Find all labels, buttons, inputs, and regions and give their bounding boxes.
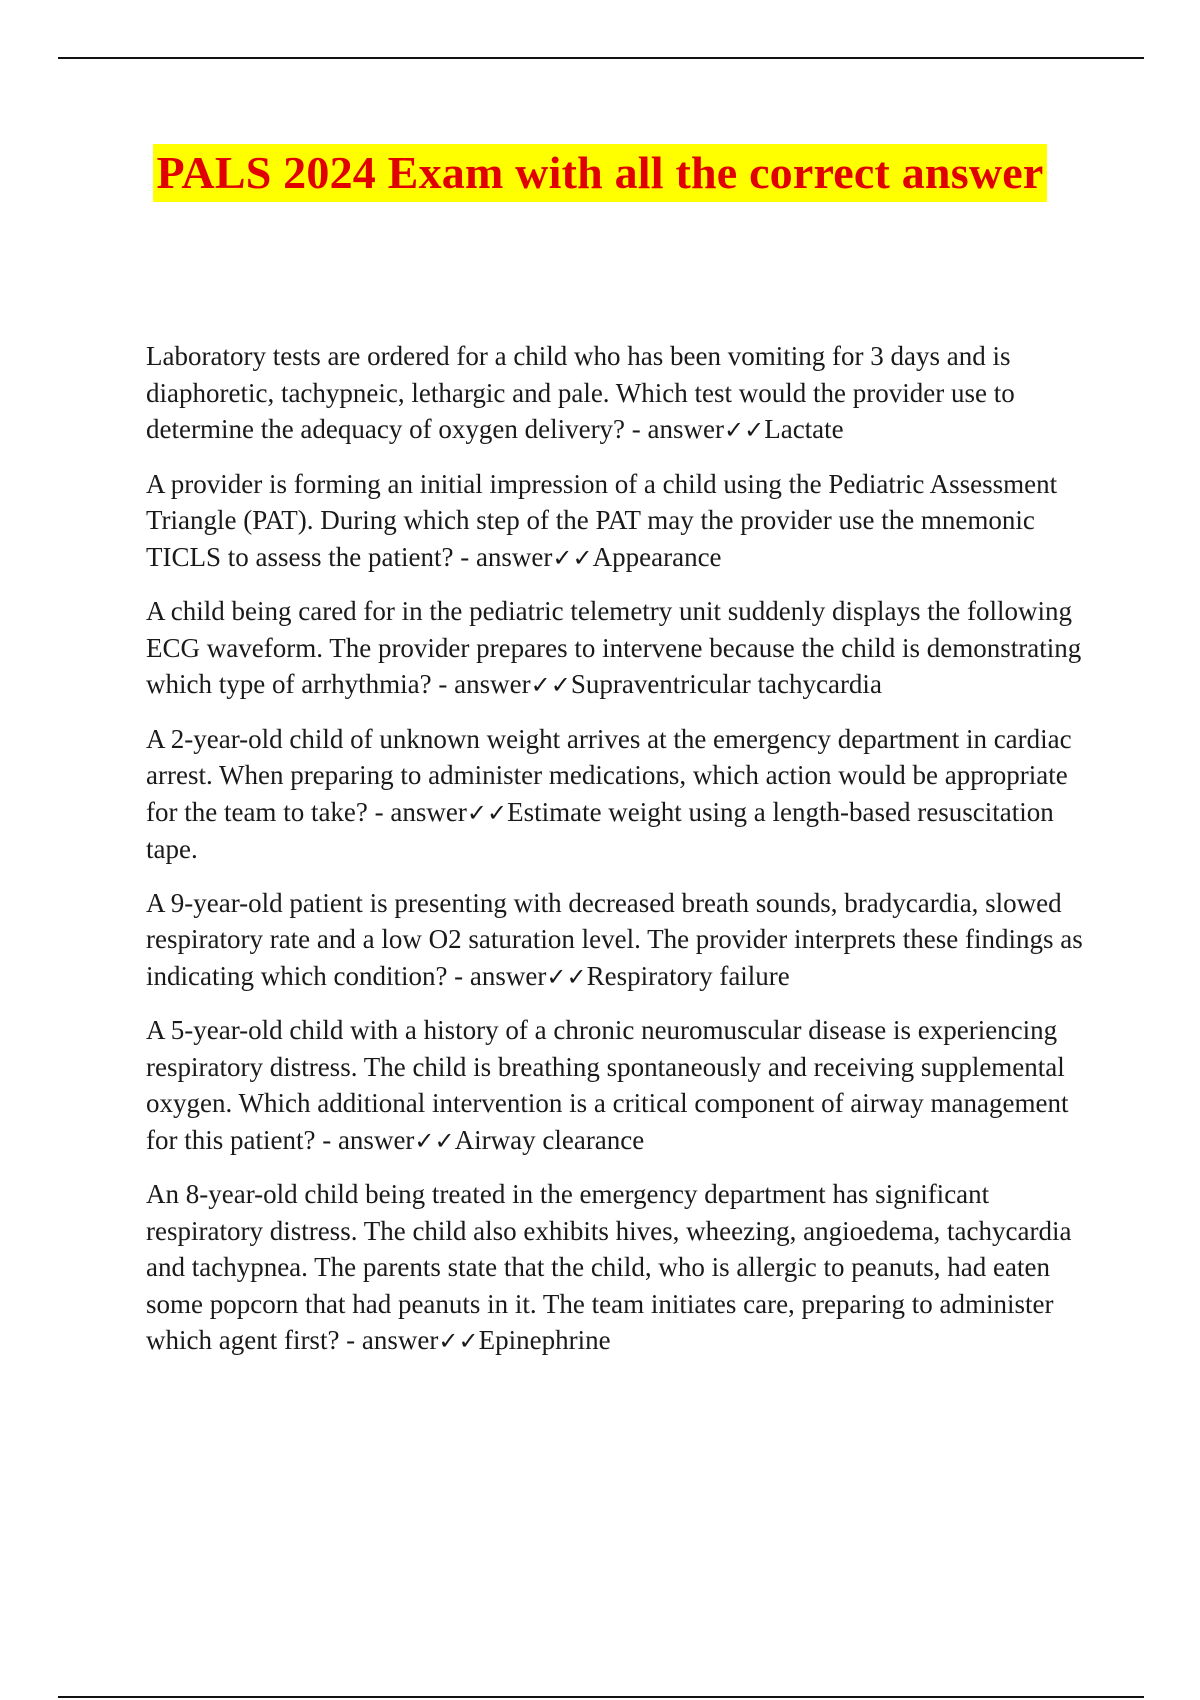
answer-text: Supraventricular tachycardia [570,669,882,699]
double-check-icon: ✓✓ [552,543,593,572]
question-text: A 5-year-old child with a history of a chronic neuromuscular disease is experiencing respiratory distress. The child is breathing spontaneously and receiving supplemental oxygen. Which additional intervention is a critical component of airway management for this patient? - [146,1015,1069,1155]
qa-list [146,338,1090,1377]
question-text: A 9-year-old patient is presenting with decreased breath sounds, bradycardia, slowed respiratory rate and a low O2 saturation level. The provider interprets these findings as indicating which condition? - [146,887,1083,991]
answer-prefix: answer [475,541,553,572]
answer-prefix: answer [647,414,724,444]
double-check-icon: ✓✓ [530,671,571,699]
double-check-icon: ✓✓ [438,1327,479,1355]
top-rule [58,57,1144,59]
answer-prefix: answer [337,1124,415,1155]
answer-prefix: answer [390,796,467,827]
title-container [0,144,1200,202]
qa-item [146,721,1090,868]
qa-item [146,338,1090,449]
answer-text: Respiratory failure [586,960,790,991]
double-check-icon: ✓✓ [466,798,508,827]
qa-item [146,593,1090,704]
question-text: A child being cared for in the pediatric telemetry unit suddenly displays the following ECG waveform. The provider prepares to intervene because the child is demonstrating which type of arrhythmia? - [146,596,1082,699]
double-check-icon: ✓✓ [724,416,765,444]
document-title: PALS 2024 Exam with all the correct answer [153,144,1048,202]
qa-item [146,1012,1090,1159]
qa-item [146,885,1090,996]
answer-text: Lactate [764,414,844,444]
qa-item [146,466,1090,577]
answer-text: Epinephrine [478,1325,611,1355]
answer-prefix: answer [454,669,531,699]
answer-text: Estimate weight using a length-based resuscitation tape. [146,796,1054,864]
answer-prefix: answer [469,960,547,991]
bottom-rule [58,1696,1144,1698]
question-text: A 2-year-old child of unknown weight arrives at the emergency department in cardiac arrest. When preparing to administer medications, which action would be appropriate for the team to take? - [146,723,1072,827]
question-text: Laboratory tests are ordered for a child who has been vomiting for 3 days and is diaphoretic, tachypneic, lethargic and pale. Which test would the provider use to determine the adequacy of oxygen delivery? - [146,341,1015,444]
answer-prefix: answer [361,1325,439,1355]
double-check-icon: ✓✓ [414,1126,455,1155]
double-check-icon: ✓✓ [546,962,587,991]
qa-item [146,1176,1090,1360]
answer-text: Airway clearance [454,1124,645,1155]
question-text: A provider is forming an initial impression of a child using the Pediatric Assessment Triangle (PAT). During which step of the PAT may the provider use the mnemonic TICLS to assess the patient? - [146,468,1058,572]
answer-text: Appearance [592,541,722,572]
question-text: An 8-year-old child being treated in the emergency department has significant respiratory distress. The child also exhibits hives, wheezing, angioedema, tachycardia and tachypnea. The parents state that the child, who is allergic to peanuts, had eaten some popcorn that had peanuts in it. The team initiates care, preparing to administer which agent first? - [146,1179,1072,1355]
